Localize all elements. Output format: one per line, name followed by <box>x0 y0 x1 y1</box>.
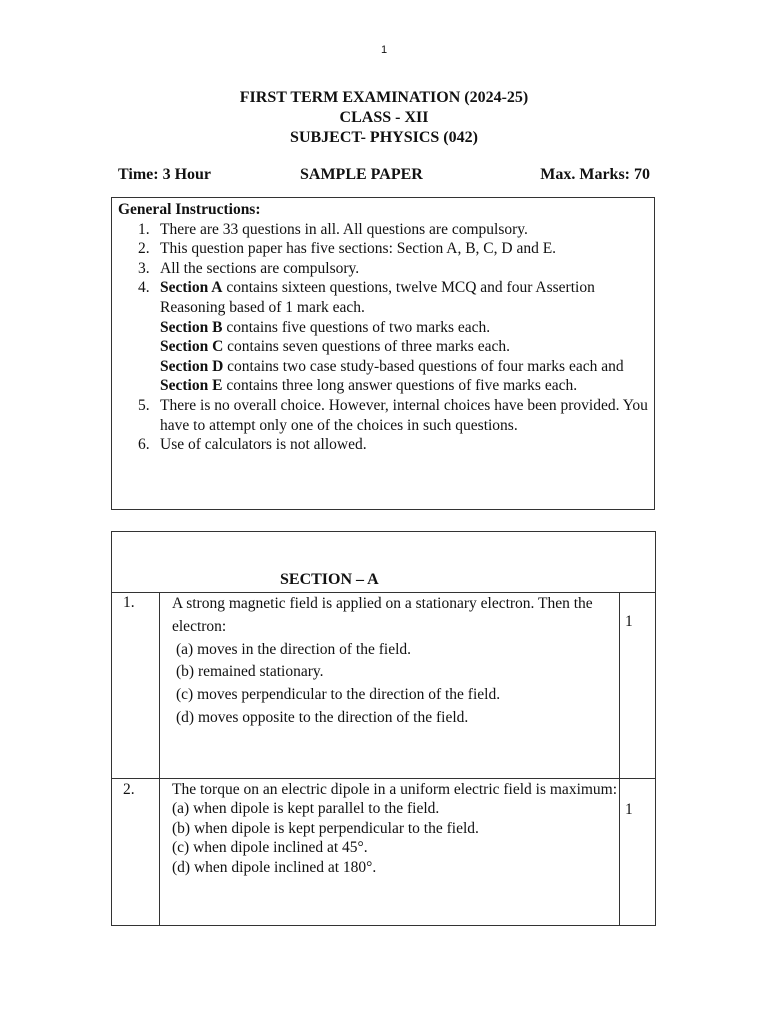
subject-label: SUBJECT- PHYSICS (042) <box>290 129 478 146</box>
instruction-item <box>118 220 648 240</box>
section-a-text: contains sixteen questions, twelve MCQ and four Assertion Reasoning based of 1 mark each. <box>160 279 595 316</box>
section-e-label: Section E <box>160 377 223 395</box>
row-divider <box>112 778 655 779</box>
instruction-text: This question paper has five sections: Section A, B, C, D and E. <box>160 240 557 258</box>
question-stem: A strong magnetic field is applied on a stationary electron. Then the electron: <box>172 595 593 635</box>
option-c: (c) moves perpendicular to the direction of the field. <box>176 686 501 704</box>
option-a: (a) moves in the direction of the field. <box>176 640 412 658</box>
instruction-number: 6. <box>138 436 150 454</box>
section-d-label: Section D <box>160 357 224 375</box>
general-instructions-box <box>111 197 655 510</box>
option-a: (a) when dipole is kept parallel to the field. <box>172 800 440 818</box>
instruction-item <box>118 435 648 455</box>
exam-meta-row <box>118 166 650 186</box>
exam-header <box>0 88 768 148</box>
section-e-text: contains three long answer questions of five marks each. <box>222 377 578 395</box>
option-d: (d) when dipole inclined at 180°. <box>172 858 377 876</box>
section-d-text: contains two case study-based questions of four marks each and <box>223 357 624 375</box>
instruction-text: There are 33 questions in all. All questions are compulsory. <box>160 220 528 238</box>
question-number: 2. <box>123 781 135 798</box>
instruction-number: 2. <box>138 240 150 258</box>
page-number: 1 <box>380 44 388 56</box>
section-e-desc <box>160 376 648 396</box>
instructions-title: General Instructions: <box>118 201 261 218</box>
section-a-label: Section A <box>160 279 223 297</box>
instruction-item-sections <box>118 278 648 396</box>
section-title: SECTION – A <box>280 571 379 588</box>
class-label: CLASS - XII <box>339 109 429 126</box>
instruction-text: Use of calculators is not allowed. <box>160 436 367 454</box>
option-d: (d) moves opposite to the direction of the field. <box>176 708 469 726</box>
instructions-list <box>118 220 648 455</box>
option-c: (c) when dipole inclined at 45°. <box>172 839 368 857</box>
question-body <box>172 780 622 877</box>
instruction-number: 3. <box>138 259 150 277</box>
section-b-desc <box>160 318 648 338</box>
instruction-number: 1. <box>138 220 150 238</box>
question-marks: 1 <box>625 801 633 818</box>
section-b-label: Section B <box>160 318 223 336</box>
time-label: Time: 3 Hour <box>118 166 212 183</box>
instruction-item <box>118 396 648 435</box>
paper-type-label: SAMPLE PAPER <box>300 166 423 183</box>
max-marks-label: Max. Marks: 70 <box>540 166 650 183</box>
instruction-number: 4. <box>138 279 150 297</box>
option-b: (b) when dipole is kept perpendicular to the field. <box>172 819 479 837</box>
column-divider-number <box>159 592 160 925</box>
section-c-desc <box>160 337 648 357</box>
exam-title: FIRST TERM EXAMINATION (2024-25) <box>239 89 529 106</box>
section-b-text: contains five questions of two marks each. <box>222 318 491 336</box>
question-body <box>172 593 622 730</box>
instruction-text: All the sections are compulsory. <box>160 259 360 277</box>
section-header-row <box>112 532 655 593</box>
section-d-desc <box>160 357 648 377</box>
instruction-number: 5. <box>138 396 150 414</box>
section-c-text: contains seven questions of three marks each. <box>223 338 510 356</box>
instruction-text: There is no overall choice. However, internal choices have been provided. You have to attempt only one of the choices in such questions. <box>160 396 648 434</box>
instruction-item <box>118 259 648 279</box>
question-marks: 1 <box>625 613 633 630</box>
question-stem: The torque on an electric dipole in a uniform electric field is maximum: <box>172 781 618 798</box>
question-number: 1. <box>123 594 135 611</box>
section-a-desc <box>160 278 648 317</box>
section-c-label: Section C <box>160 338 224 356</box>
questions-table <box>111 531 656 926</box>
option-b: (b) remained stationary. <box>176 663 324 681</box>
instruction-item <box>118 239 648 259</box>
